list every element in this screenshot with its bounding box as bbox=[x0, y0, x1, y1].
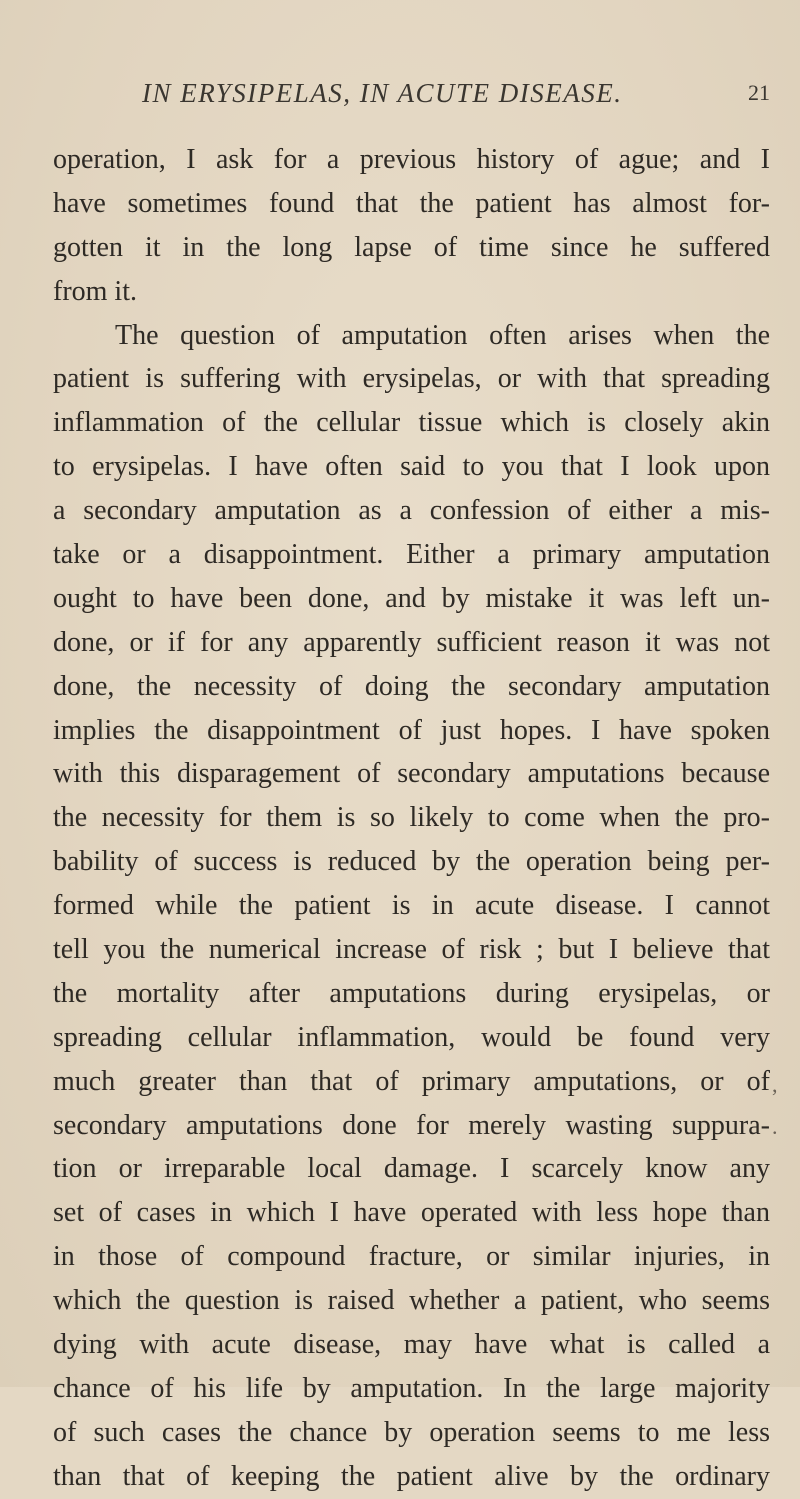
text-line: from it. bbox=[53, 275, 137, 307]
text-line: The question of amputation often arises when the bbox=[115, 319, 770, 351]
text-line: take or a disappointment. Either a primary amputation bbox=[53, 539, 770, 571]
text-line: with this disparagement of secondary amputations because bbox=[53, 758, 770, 790]
text-line: much greater than that of primary amputations, or of bbox=[53, 1065, 770, 1097]
text-line: inflammation of the cellular tissue which is closely akin bbox=[53, 407, 770, 439]
margin-mark: . bbox=[772, 1114, 778, 1139]
text-line: dying with acute disease, may have what is called a bbox=[53, 1329, 770, 1361]
text-line: secondary amputations done for merely wasting suppura- bbox=[53, 1109, 770, 1141]
text-line: tion or irreparable local damage. I scarcely know any bbox=[53, 1153, 770, 1185]
page-number: 21 bbox=[748, 80, 770, 105]
running-title: IN ERYSIPELAS, IN ACUTE DISEASE. bbox=[142, 78, 623, 108]
text-line: set of cases in which I have operated with less hope than bbox=[53, 1197, 770, 1229]
text-line: a secondary amputation as a confession of either a mis- bbox=[53, 495, 770, 527]
text-line: operation, I ask for a previous history of ague; and I bbox=[53, 144, 770, 175]
text-line: to erysipelas. I have often said to you that I look upon bbox=[53, 451, 770, 483]
text-line: chance of his life by amputation. In the large majority bbox=[53, 1372, 770, 1404]
margin-mark: , bbox=[772, 1072, 778, 1097]
text-line: than that of keeping the patient alive by the ordinary bbox=[53, 1460, 770, 1492]
text-line: tell you the numerical increase of risk ; but I believe that bbox=[53, 934, 770, 966]
text-line: the mortality after amputations during erysipelas, or bbox=[53, 977, 770, 1009]
text-line: formed while the patient is in acute disease. I cannot bbox=[53, 890, 770, 922]
text-line: done, the necessity of doing the secondary amputation bbox=[53, 670, 770, 702]
text-line: in those of compound fracture, or similar injuries, in bbox=[53, 1241, 770, 1273]
text-line: gotten it in the long lapse of time since he suffered bbox=[53, 231, 770, 263]
text-line: patient is suffering with erysipelas, or with that spreading bbox=[53, 363, 770, 395]
running-head bbox=[142, 78, 770, 118]
text-line: ought to have been done, and by mistake it was left un- bbox=[53, 582, 770, 614]
text-line: have sometimes found that the patient has almost for- bbox=[53, 187, 770, 219]
text-line: the necessity for them is so likely to come when the pro- bbox=[53, 802, 770, 834]
text-line: of such cases the chance by operation seems to me less bbox=[53, 1416, 770, 1448]
text-line: which the question is raised whether a patient, who seems bbox=[53, 1285, 770, 1317]
text-line: done, or if for any apparently sufficient reason it was not bbox=[53, 626, 770, 658]
text-line: implies the disappointment of just hopes. I have spoken bbox=[53, 714, 770, 746]
text-line: spreading cellular inflammation, would be found very bbox=[53, 1021, 770, 1053]
text-line: bability of success is reduced by the operation being per- bbox=[53, 846, 770, 878]
body-text bbox=[53, 138, 770, 1499]
